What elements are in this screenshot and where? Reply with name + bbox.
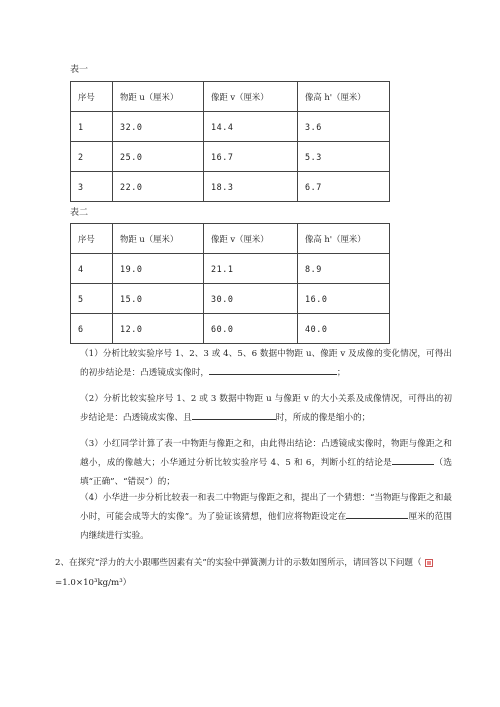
table-cell: 16.7: [204, 142, 298, 172]
question-1-text: （1）分析比较实验序号 1、2、3 或 4、5、6 数据中物距 u、像距 v 及成像的变化情况，可得出的初步结论是：凸透镜成实像时，: [80, 349, 452, 378]
table-cell: 2: [71, 142, 113, 172]
table-cell: 16.0: [298, 284, 390, 314]
question-4-text: （4）小华进一步分析比较表一和表二中物距与像距之和，提出了一个猜想：“当物距与像距之和最小时，可能会成等大的实像”。为了验证该猜想，他们应将物距设定在: [80, 493, 452, 522]
table-cell: 22.0: [113, 172, 204, 202]
problem-2: [55, 553, 445, 593]
table-cell: 12.0: [113, 314, 204, 344]
table-cell: 14.4: [204, 112, 298, 142]
problem-2-text: 2、在探究“浮力的大小跟哪些因素有关”的实验中弹簧测力计的示数如图所示，请回答以下问题（: [55, 558, 422, 568]
table-row: [71, 172, 390, 202]
table-cell: 60.0: [204, 314, 298, 344]
column-header: 序号: [71, 224, 113, 254]
question-2-text: （2）分析比较实验序号 1、2 或 3 数据中物距 u 与像距 v 的大小关系及成像情况，可得出的初步结论是：凸透镜成实像、且: [80, 394, 452, 423]
question-3-end: （选填“正确”、“错误”）的；: [80, 458, 452, 487]
table-row: [71, 314, 390, 344]
table-cell: 19.0: [113, 254, 204, 284]
table-cell: 4: [71, 254, 113, 284]
column-header: 像高 h'（厘米）: [298, 224, 390, 254]
table2: [70, 223, 390, 344]
question-3: [70, 435, 452, 492]
column-header: 像高 h'（厘米）: [298, 82, 390, 112]
question-4: [70, 489, 452, 546]
question-1-end: ；: [336, 368, 346, 378]
question-2-end: 时，所成的像是缩小的；: [275, 413, 371, 423]
problem-2-density: =1.0×10³kg/m³）: [55, 578, 132, 588]
answer-blank-4[interactable]: [346, 508, 408, 519]
table2-caption: 表二: [70, 208, 89, 218]
answer-blank-3[interactable]: [392, 454, 434, 465]
answer-blank-2[interactable]: [192, 409, 276, 420]
table-cell: 3: [71, 172, 113, 202]
table-cell: 21.1: [204, 254, 298, 284]
broken-image-icon: [425, 559, 433, 567]
table-cell: 5: [71, 284, 113, 314]
column-header: 物距 u（厘米）: [113, 82, 204, 112]
question-4-end: 厘米的范围内继续进行实验。: [80, 512, 452, 541]
table-cell: 3.6: [298, 112, 390, 142]
table-header-row: [71, 82, 390, 112]
table1: [70, 81, 390, 202]
column-header: 物距 u（厘米）: [113, 224, 204, 254]
table-cell: 30.0: [204, 284, 298, 314]
table-cell: 25.0: [113, 142, 204, 172]
table-cell: 18.3: [204, 172, 298, 202]
question-1: [70, 345, 452, 383]
question-3-text: （3）小红同学计算了表一中物距与像距之和，由此得出结论：凸透镜成实像时，物距与像距之和越小，成的像越大；小华通过分析比较实验序号 4、5 和 6，判断小红的结论是: [80, 439, 452, 468]
table-cell: 8.9: [298, 254, 390, 284]
answer-blank-1[interactable]: [209, 364, 337, 375]
table-cell: 32.0: [113, 112, 204, 142]
table-header-row: [71, 224, 390, 254]
table-cell: 5.3: [298, 142, 390, 172]
table-cell: 15.0: [113, 284, 204, 314]
column-header: 像距 v（厘米）: [204, 82, 298, 112]
table-row: [71, 254, 390, 284]
table1-caption: 表一: [70, 65, 89, 75]
table-row: [71, 142, 390, 172]
table-cell: 1: [71, 112, 113, 142]
table-cell: 6: [71, 314, 113, 344]
table-row: [71, 284, 390, 314]
table-row: [71, 112, 390, 142]
table-cell: 6.7: [298, 172, 390, 202]
column-header: 像距 v（厘米）: [204, 224, 298, 254]
column-header: 序号: [71, 82, 113, 112]
question-2: [70, 390, 452, 428]
table-cell: 40.0: [298, 314, 390, 344]
